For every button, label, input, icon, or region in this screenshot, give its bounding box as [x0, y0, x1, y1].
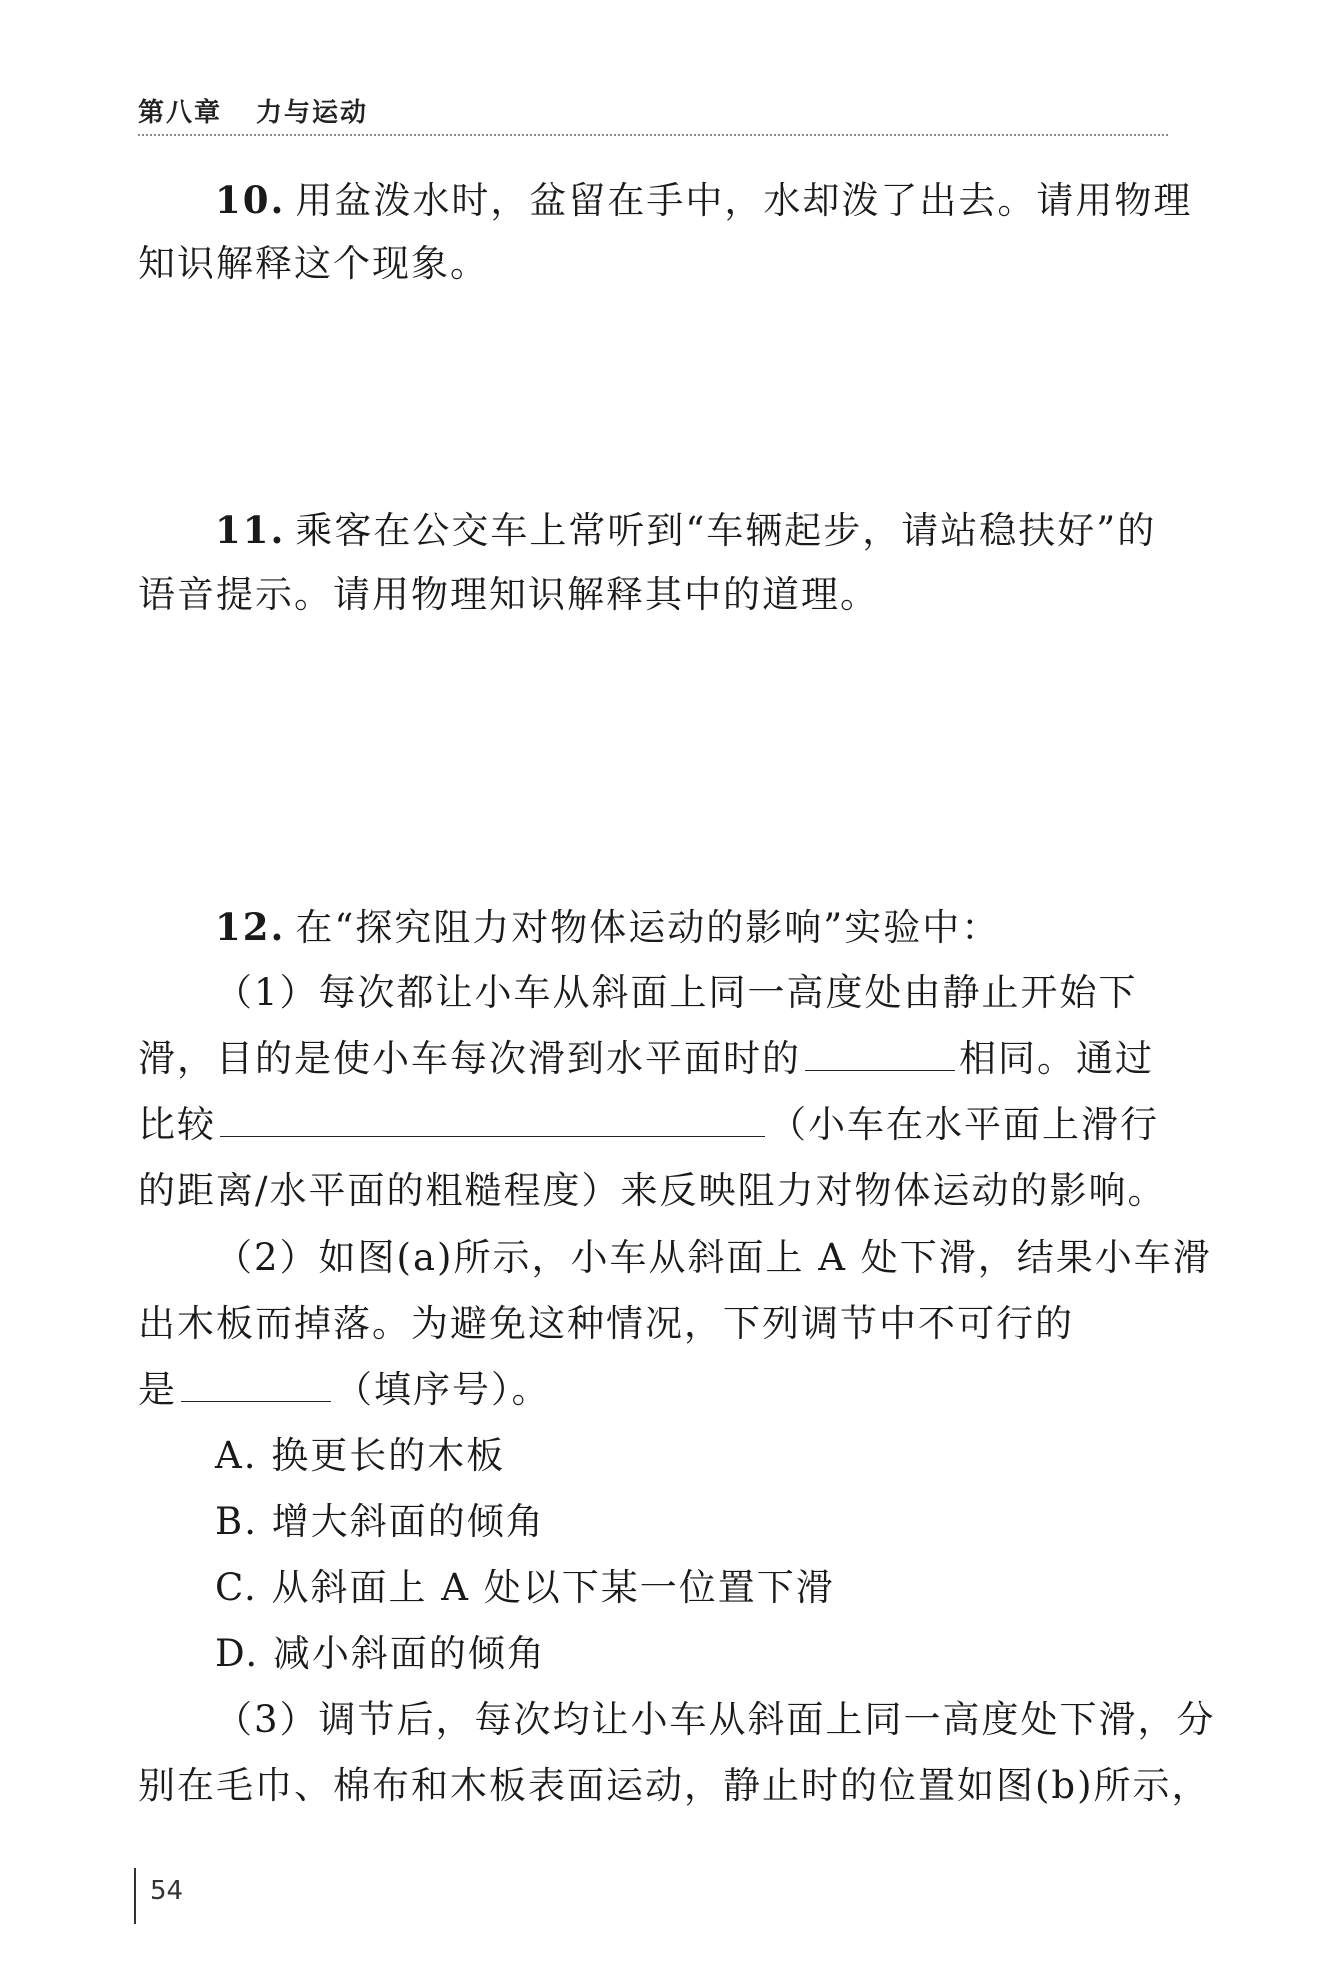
part-1-line-2-text-b: 相同。通过 — [959, 1037, 1154, 1080]
part-1-line-3 — [138, 1103, 1172, 1147]
question-10-line-1 — [215, 178, 1193, 223]
answer-blank-2[interactable] — [220, 1104, 765, 1137]
option-c: C. 从斜面上 A 处以下某一位置下滑 — [215, 1566, 835, 1609]
part-3-line-1: （3）调节后，每次均让小车从斜面上同一高度处下滑，分 — [215, 1698, 1216, 1741]
question-10-text-1: 用盆泼水时，盆留在手中，水却泼了出去。请用物理 — [295, 179, 1193, 222]
page-number: 54 — [150, 1876, 184, 1906]
page-number-bar — [134, 1868, 136, 1924]
question-11-line-1 — [215, 508, 1172, 553]
header-dotted-divider — [138, 134, 1168, 136]
option-d: D. 减小斜面的倾角 — [215, 1632, 546, 1675]
question-11-text-1: 乘客在公交车上常听到“车辆起步，请站稳扶好”的 — [295, 509, 1157, 552]
question-10-number: 10. — [215, 178, 286, 222]
part-2-line-3-text-a: 是 — [138, 1368, 177, 1411]
part-2-line-3-text-b: （填序号）。 — [335, 1368, 551, 1411]
chapter-header — [138, 92, 368, 129]
part-1-line-2-text-a: 滑，目的是使小车每次滑到水平面时的 — [138, 1037, 801, 1080]
question-11-line-2: 语音提示。请用物理知识解释其中的道理。 — [138, 573, 879, 616]
part-2-line-2: 出木板而掉落。为避免这种情况，下列调节中不可行的 — [138, 1302, 1074, 1345]
chapter-title: 力与运动 — [256, 98, 369, 128]
part-1-line-1: （1）每次都让小车从斜面上同一高度处由静止开始下 — [215, 971, 1138, 1014]
question-12-number: 12. — [215, 905, 286, 949]
question-12-intro-line — [215, 905, 1172, 950]
part-2-line-1: （2）如图(a)所示，小车从斜面上 A 处下滑，结果小车滑 — [215, 1236, 1212, 1279]
option-b: B. 增大斜面的倾角 — [215, 1500, 545, 1543]
answer-blank-3[interactable] — [181, 1369, 331, 1402]
part-1-line-3-text-a: 比较 — [138, 1103, 216, 1146]
question-11-number: 11. — [215, 508, 286, 552]
question-12-intro: 在“探究阻力对物体运动的影响”实验中： — [295, 906, 1001, 949]
part-2-line-3 — [138, 1368, 1172, 1412]
part-3-line-2: 别在毛巾、棉布和木板表面运动，静止时的位置如图(b)所示， — [138, 1764, 1211, 1807]
part-1-line-2 — [138, 1037, 1172, 1081]
question-10-line-2: 知识解释这个现象。 — [138, 242, 489, 285]
part-1-line-4: 的距离/水平面的粗糙程度）来反映阻力对物体运动的影响。 — [138, 1169, 1167, 1212]
chapter-number: 第八章 — [138, 98, 223, 128]
part-1-line-3-text-b: （小车在水平面上滑行 — [769, 1103, 1159, 1146]
answer-blank-1[interactable] — [805, 1038, 955, 1071]
option-a: A. 换更长的木板 — [215, 1434, 506, 1477]
